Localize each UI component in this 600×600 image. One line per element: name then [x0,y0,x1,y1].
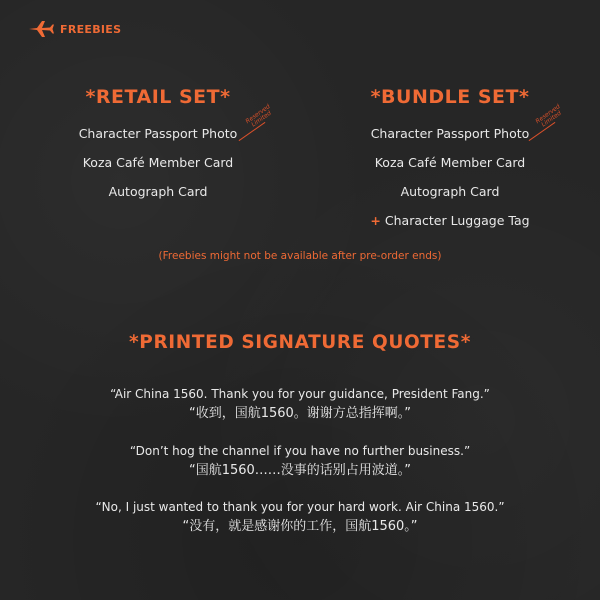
quote-chinese: “没有，就是感谢你的工作，国航1560。” [182,519,418,534]
list-item-label: Autograph Card [108,184,208,199]
list-item [320,177,580,206]
quote-english: “No, I just wanted to thank you for your hard work. Air China 1560.” [95,500,505,514]
quote-english: “Don’t hog the channel if you have no further business.” [129,444,471,458]
quote-chinese: “国航1560……没事的话别占用波道。” [188,463,412,478]
list-item [28,177,288,206]
list-item-label: Koza Café Member Card [374,155,526,170]
plus-icon: + [370,213,381,228]
list-item [28,103,288,148]
list-item-extra [320,206,580,235]
freebies-header [28,20,121,38]
retail-set-title: *RETAIL SET* [85,86,231,108]
availability-note: (Freebies might not be available after pre-order ends) [158,250,442,262]
quote-item [0,386,600,424]
quote-item [0,443,600,481]
list-item-label: Character Luggage Tag [384,213,530,228]
list-item [320,148,580,177]
list-item [320,103,580,148]
airplane-icon [28,20,54,38]
retail-set-list [28,103,288,206]
limited-stamp: Reserved Limited [534,103,563,129]
limited-stamp: Reserved Limited [244,103,273,129]
quote-item [0,499,600,537]
freebies-label: FREEBIES [60,22,122,36]
quotes-title: *PRINTED SIGNATURE QUOTES* [129,332,471,353]
bundle-set-title: *BUNDLE SET* [370,86,530,108]
quote-chinese: “收到，国航1560。谢谢方总指挥啊。” [188,406,412,421]
list-item-label: Character Passport Photo [78,126,238,141]
list-item-label: Autograph Card [400,184,500,199]
list-item [28,148,288,177]
list-item-label: Character Passport Photo [370,126,530,141]
bundle-set-list [320,103,580,235]
list-item-label: Koza Café Member Card [82,155,234,170]
retail-set-section [28,84,288,206]
bundle-set-section [320,84,580,235]
quote-english: “Air China 1560. Thank you for your guidance, President Fang.” [110,387,490,401]
